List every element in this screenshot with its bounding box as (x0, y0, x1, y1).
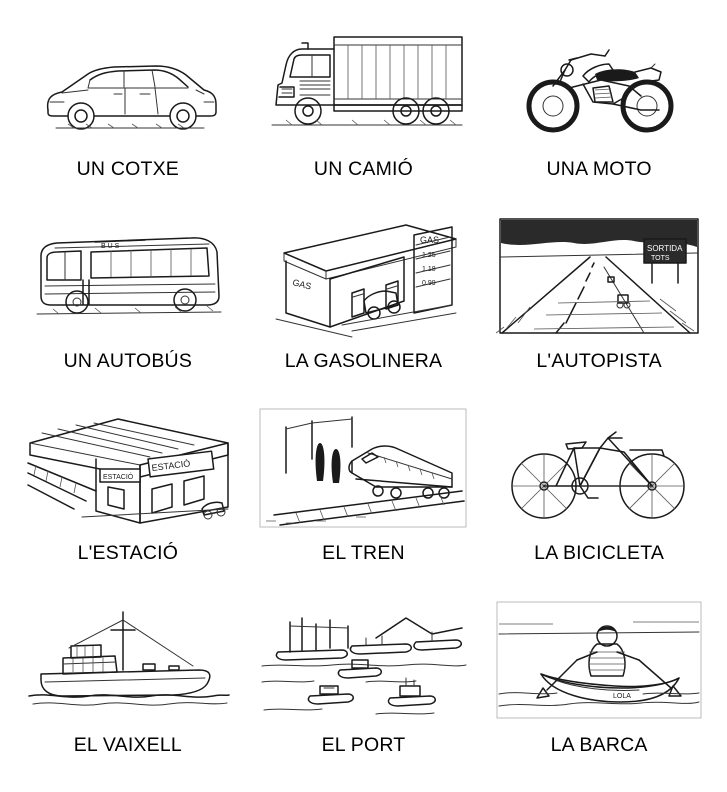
train-illustration (256, 398, 471, 538)
vocab-caption: UN AUTOBÚS (63, 350, 193, 372)
svg-text:1.18: 1.18 (421, 265, 436, 273)
vocab-caption: EL TREN (322, 542, 405, 564)
vocab-card-tren (247, 398, 479, 565)
svg-text:GAS: GAS (291, 276, 313, 292)
worksheet-row (10, 398, 717, 590)
svg-text:GAS: GAS (419, 234, 439, 245)
svg-text:B U S: B U S (101, 242, 120, 250)
vocab-card-port (247, 590, 479, 757)
vocab-caption: EL VAIXELL (73, 734, 182, 756)
vocab-caption: LA GASOLINERA (284, 350, 443, 372)
vocab-card-gasolinera (247, 206, 479, 373)
vocab-card-vaixell (12, 590, 244, 757)
vocab-caption: L'AUTOPISTA (536, 350, 662, 372)
vocab-card-bicicleta (483, 398, 715, 565)
vocab-caption: LA BARCA (550, 734, 648, 756)
truck-illustration (256, 14, 471, 154)
vocab-card-estacio (12, 398, 244, 565)
harbour-illustration (256, 590, 471, 730)
vocab-card-moto (483, 14, 715, 181)
vocab-card-camio (247, 14, 479, 181)
svg-text:ESTACIÓ: ESTACIÓ (102, 474, 134, 481)
vocab-caption: UN CAMIÓ (313, 158, 414, 180)
svg-text:0.99: 0.99 (421, 279, 436, 287)
gas-station-illustration (256, 206, 471, 346)
svg-text:ESTACIÓ: ESTACIÓ (150, 458, 191, 473)
rowboat-illustration (492, 590, 707, 730)
vocab-caption: UNA MOTO (546, 158, 652, 180)
vocab-caption: UN COTXE (76, 158, 179, 180)
station-illustration (20, 398, 235, 538)
car-illustration (20, 14, 235, 154)
vocab-caption: LA BICICLETA (534, 542, 665, 564)
svg-text:1.25: 1.25 (421, 251, 436, 259)
svg-text:TOTS: TOTS (651, 255, 670, 262)
motorcycle-illustration (492, 14, 707, 154)
ship-illustration (20, 590, 235, 730)
worksheet-row (10, 206, 717, 398)
bicycle-illustration (492, 398, 707, 538)
worksheet-row (10, 14, 717, 206)
vocab-card-barca (483, 590, 715, 757)
bus-illustration (20, 206, 235, 346)
worksheet-row (10, 590, 717, 782)
vocab-caption: L'ESTACIÓ (77, 542, 179, 564)
vocab-card-autobus (12, 206, 244, 373)
vocab-card-cotxe (12, 14, 244, 181)
svg-text:SORTIDA: SORTIDA (647, 244, 683, 253)
vocab-card-autopista (483, 206, 715, 373)
highway-illustration (492, 206, 707, 346)
svg-text:LOLA: LOLA (613, 692, 632, 700)
vocab-caption: EL PORT (321, 734, 406, 756)
